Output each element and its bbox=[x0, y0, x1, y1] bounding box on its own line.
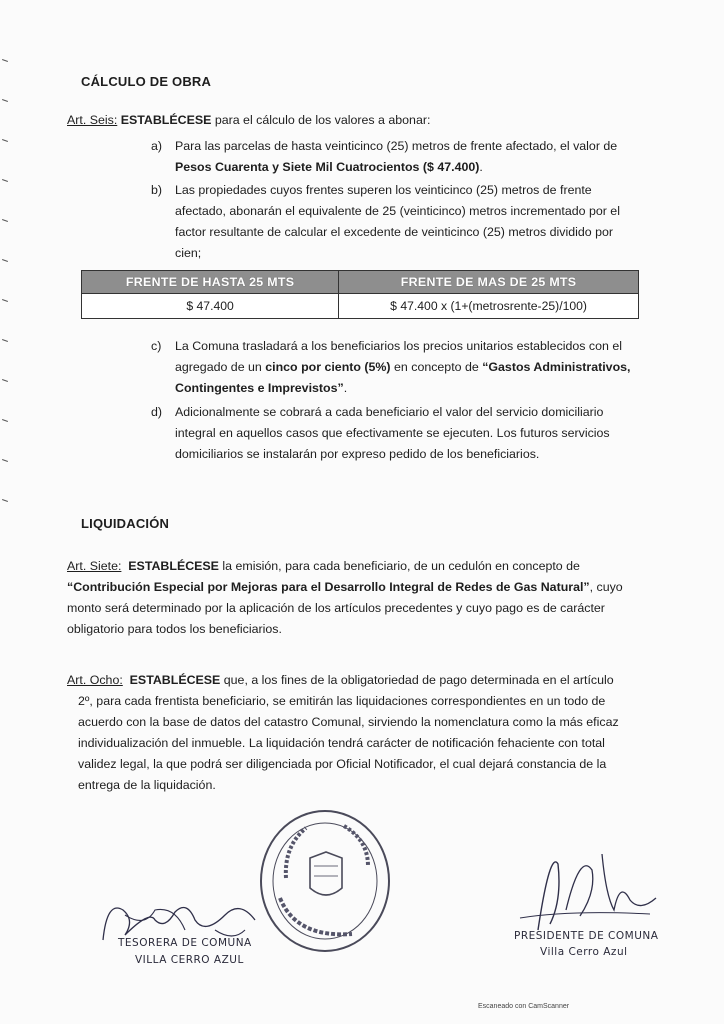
art-siete-text1: la emisión, para cada beneficiario, de un cedulón en concepto de bbox=[218, 559, 580, 573]
art-seis-text: para el cálculo de los valores a abonar: bbox=[211, 113, 431, 127]
section-title-calculo: CÁLCULO DE OBRA bbox=[81, 74, 212, 89]
art-ocho-line4: individualización del inmueble. La liquidación tendrá carácter de notificación fehaciente con total bbox=[78, 736, 605, 750]
section-title-liquidacion: LIQUIDACIÓN bbox=[81, 516, 170, 531]
item-d-line2: integral en aquellos casos que efectivamente se ejecuten. Los futuros servicios bbox=[175, 426, 610, 440]
item-c-percent: cinco por ciento (5%) bbox=[265, 360, 391, 374]
item-b-line4: cien; bbox=[175, 246, 202, 260]
art-ocho-line6: entrega de la liquidación. bbox=[78, 778, 216, 792]
list-item-c bbox=[151, 336, 645, 399]
item-b-line2: afectado, abonarán el equivalente de 25 (veinticinco) metros incrementado por el bbox=[175, 204, 620, 218]
art-siete-label: Art. Siete: bbox=[67, 559, 122, 573]
item-b-line3: factor resultante de calcular el excedente de veinticinco (25) metros dividido por bbox=[175, 225, 614, 239]
right-stamp-title: PRESIDENTE DE COMUNA bbox=[514, 930, 659, 942]
item-c-tail: . bbox=[343, 381, 348, 395]
fee-cell-hasta: $ 47.400 bbox=[82, 294, 339, 319]
art-ocho-text1: que, a los fines de la obligatoriedad de pago determinada en el artículo bbox=[220, 673, 614, 687]
item-a-tail: . bbox=[479, 160, 483, 174]
list-item-a bbox=[151, 136, 645, 178]
item-a-amount: Pesos Cuarenta y Siete Mil Cuatrocientos ($ 47.400) bbox=[175, 160, 480, 174]
fee-header-hasta: FRENTE DE HASTA 25 MTS bbox=[82, 271, 339, 294]
list-marker-b: b) bbox=[151, 183, 163, 197]
fee-table-header-row bbox=[82, 271, 639, 294]
item-a-line1: Para las parcelas de hasta veinticinco (25) metros de frente afectado, el valor de bbox=[175, 139, 618, 153]
art-siete-paragraph bbox=[67, 556, 657, 640]
art-siete-line4: obligatorio para todos los beneficiarios. bbox=[67, 622, 282, 636]
item-c-text-a: agregado de un bbox=[175, 360, 266, 374]
item-b-line1: Las propiedades cuyos frentes superen los veinticinco (25) metros de frente bbox=[175, 183, 592, 197]
item-d-line3: domiciliarios se instalarán por expreso pedido de los beneficiarios. bbox=[175, 447, 540, 461]
fee-table bbox=[81, 270, 639, 319]
art-siete-line2 bbox=[67, 577, 657, 598]
item-c-text-b: en concepto de bbox=[390, 360, 483, 374]
art-ocho-line5: validez legal, la que podrá ser diligenciada por Oficial Notificador, el cual dejará constancia de la bbox=[78, 757, 607, 771]
right-signature-scribble bbox=[510, 840, 670, 940]
item-c-concept-1: “Gastos Administrativos, bbox=[482, 360, 631, 374]
fee-header-mas: FRENTE DE MAS DE 25 MTS bbox=[339, 271, 639, 294]
fee-table-row bbox=[82, 294, 639, 319]
art-siete-line1 bbox=[67, 556, 657, 577]
art-ocho-line2: 2º, para cada frentista beneficiario, se emitirán las liquidaciones correspondientes en un todo de bbox=[78, 694, 606, 708]
official-seal bbox=[256, 806, 394, 956]
art-siete-keyword: ESTABLÉCESE bbox=[128, 559, 219, 573]
fee-cell-mas: $ 47.400 x (1+(metrosrente-25)/100) bbox=[339, 294, 639, 319]
item-d-line1: Adicionalmente se cobrará a cada beneficiario el valor del servicio domiciliario bbox=[175, 405, 604, 419]
list-marker-d: d) bbox=[151, 405, 163, 419]
scan-edge-marks bbox=[0, 40, 10, 640]
left-stamp-title: TESORERA DE COMUNA bbox=[118, 937, 252, 949]
left-stamp-place: VILLA CERRO AZUL bbox=[135, 954, 244, 966]
art-seis-label: Art. Seis: bbox=[67, 113, 118, 127]
item-c-line1: La Comuna trasladará a los beneficiarios los precios unitarios establecidos con el bbox=[175, 339, 622, 353]
art-seis-keyword: ESTABLÉCESE bbox=[120, 113, 212, 127]
art-siete-text2: , cuyo bbox=[589, 580, 623, 594]
art-siete-contribution: “Contribución Especial por Mejoras para el Desarrollo Integral de Redes de Gas Natural” bbox=[67, 580, 590, 594]
art-ocho-label: Art. Ocho: bbox=[67, 673, 123, 687]
list-item-d bbox=[151, 402, 645, 465]
art-siete-line3: monto será determinado por la aplicación de los artículos precedentes y cuyo pago es de carácter bbox=[67, 601, 605, 615]
art-ocho-line1 bbox=[67, 670, 657, 691]
item-c-line3 bbox=[175, 378, 645, 399]
list-marker-a: a) bbox=[151, 139, 163, 153]
list-marker-c: c) bbox=[151, 339, 162, 353]
right-stamp-place: Villa Cerro Azul bbox=[540, 946, 628, 958]
art-ocho-keyword: ESTABLÉCESE bbox=[129, 673, 221, 687]
art-seis-intro bbox=[67, 110, 430, 131]
scanner-watermark: Escaneado con CamScanner bbox=[478, 1003, 570, 1010]
art-ocho-line3: acuerdo con la base de datos del catastro Comunal, sirviendo la nomenclatura como la más eficaz bbox=[78, 715, 619, 729]
item-c-line2 bbox=[175, 357, 645, 378]
item-c-concept-2: Contingentes e Imprevistos” bbox=[175, 381, 344, 395]
art-ocho-paragraph bbox=[67, 670, 657, 796]
list-item-b bbox=[151, 180, 645, 264]
